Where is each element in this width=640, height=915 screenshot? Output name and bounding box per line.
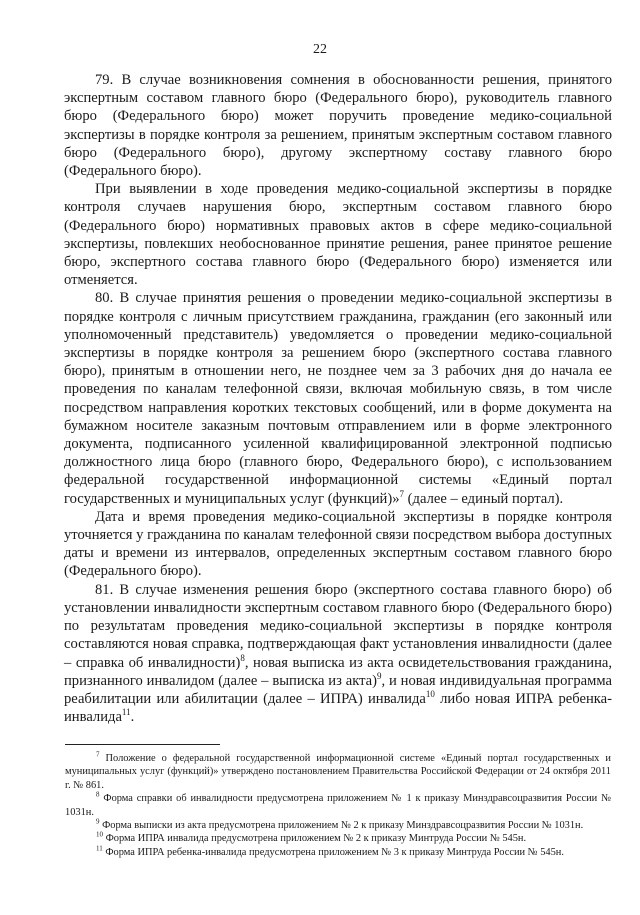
footnote-ref: 8 — [96, 790, 100, 799]
footnote-ref: 10 — [425, 689, 435, 700]
footnote-ref: 8 — [240, 652, 245, 663]
footnote-ref: 9 — [377, 670, 382, 681]
footnote-7 — [65, 752, 611, 792]
paragraph-79 — [64, 71, 612, 180]
text-run: Положение о федеральной государственной информационной системе «Единый портал государственных и муниципальных услуг (функций)» утверждено постановлением Правительства Российской Федерации от 24 октября 2011 г. № 861. — [65, 753, 611, 791]
text-run: , новая выписка из акта освидетельствования гражданина, признанного инвалидом (далее – выписка из акта) — [64, 654, 613, 689]
text-run: 79. В случае возникновения сомнения в обоснованности решения, принятого экспертным составом главного бюро (Федерального бюро), руководитель главного бюро (Федерального бюро) может поручить проведение медико-социальной экспертизы в порядке контроля за решением, принятым экспертным составом главного бюро (Федерального бюро), другому экспертному составу главного бюро (Федерального бюро). — [64, 72, 612, 180]
paragraph-79-continuation — [64, 180, 612, 289]
text-run: Форма ИПРА инвалида предусмотрена приложением № 2 к приказу Минтруда России № 545н. — [103, 833, 527, 845]
text-run: либо новая ИПРА ребенка-инвалида — [64, 690, 612, 726]
footnote-8 — [65, 792, 611, 819]
footnote-ref: 11 — [96, 844, 103, 853]
document-body — [64, 71, 612, 726]
footnote-ref: 9 — [96, 817, 100, 826]
text-run: При выявлении в ходе проведения медико-социальной экспертизы в порядке контроля случаев нарушения бюро, экспертным составом главного бюро (Федерального бюро) нормативных правовых актов в сфере медико-социальной экспертизы, повлекших необоснованное принятие решения, ранее принятое решение бюро, экспертного состава главного бюро (Федерального бюро) изменяется или отменяется. — [64, 181, 612, 289]
text-run: Форма ИПРА ребенка-инвалида предусмотрена приложением № 3 к приказу Минтруда России № 545н. — [102, 846, 564, 858]
footnote-9 — [65, 819, 611, 832]
text-run: Дата и время проведения медико-социальной экспертизы в порядке контроля уточняется у гражданина по каналам телефонной связи посредством выбора доступных даты и времени из интервалов, определенных экспертным составом главного бюро (Федерального бюро). — [64, 508, 612, 580]
paragraph-80-continuation — [64, 508, 612, 581]
text-run: Форма справки об инвалидности предусмотрена приложением № 1 к приказу Минздравсоцразвития России № 1031н. — [65, 793, 611, 818]
footnote-ref: 11 — [121, 707, 131, 718]
footnote-separator — [65, 744, 220, 745]
footnote-11 — [65, 846, 611, 859]
text-run: . — [130, 709, 135, 726]
footnote-ref: 10 — [96, 830, 103, 839]
text-run: (далее – единый портал). — [404, 490, 564, 507]
text-run: 81. В случае изменения решения бюро (экспертного состава главного бюро) об установлении инвалидности экспертным составом главного бюро (Федерального бюро) по результатам проведения медико-социальной экспертизы в порядке контроля составляются новая справка, подтверждающая факт установления инвалидности (далее – справка об инвалидности) — [64, 581, 612, 671]
paragraph-80 — [64, 289, 612, 507]
footnote-10 — [65, 832, 611, 845]
text-run: 80. В случае принятия решения о проведении медико-социальной экспертизы в порядке контроля с личным присутствием гражданина, гражданин (его законный или уполномоченный представитель) уведомляется о проведении медико-социальной экспертизы в порядке контроля за решением бюро (экспертного состава главного бюро), принятым в отношении него, не позднее чем за 3 рабочих дня до начала ее проведения по каналам телефонной связи, включая мобильную связь, в том числе посредством направления коротких текстовых сообщений, или в форме документа на бумажном носителе заказным почтовым отправлением или в форме электронного документа, подписанного усиленной квалифицированной электронной подписью должностного лица бюро (главного бюро, Федерального бюро), с использованием федеральной государственной информационной системы «Единый портал государственных и муниципальных услуг (функций)» — [64, 290, 612, 507]
text-run: Форма выписки из акта предусмотрена приложением № 2 к приказу Минздравсоцразвития России № 1031н. — [99, 820, 584, 832]
footnote-ref: 7 — [399, 488, 405, 499]
footnote-ref: 7 — [96, 750, 100, 759]
paragraph-81 — [64, 581, 612, 727]
text-run: , и новая индивидуальная программа реабилитации или абилитации (далее – ИПРА) инвалида — [64, 672, 612, 707]
page-number: 22 — [313, 42, 327, 57]
footnotes — [65, 752, 611, 859]
